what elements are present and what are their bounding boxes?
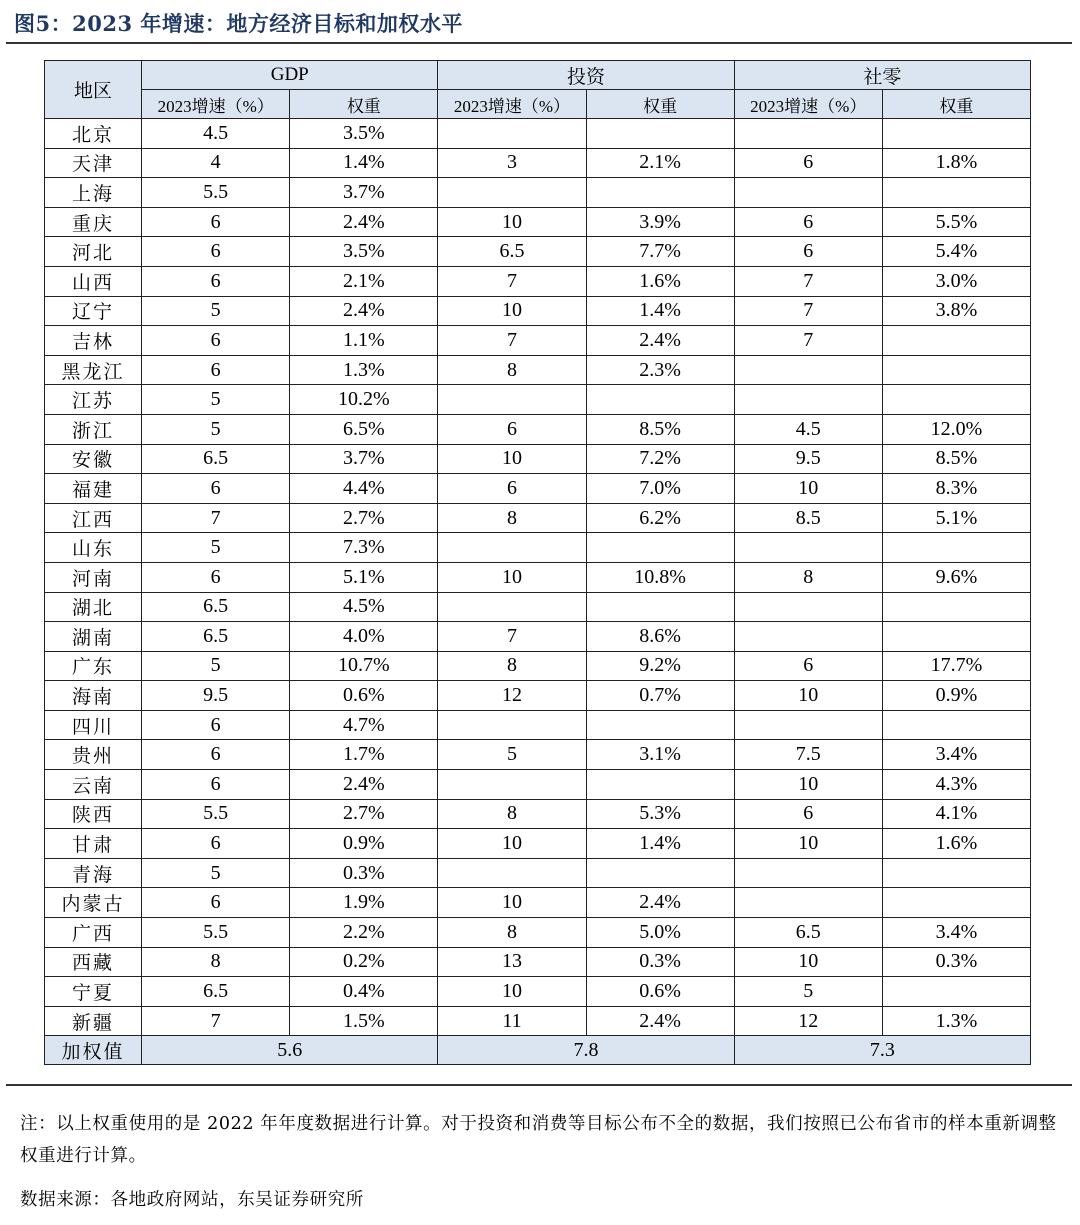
cell-gdp-growth: 6.5 xyxy=(142,977,290,1007)
cell-investment-weight: 5.3% xyxy=(586,799,734,829)
cell-investment-growth: 10 xyxy=(438,829,586,859)
cell-retail-growth: 5 xyxy=(734,977,882,1007)
table-row xyxy=(45,858,1031,888)
subheader-retail-weight: 权重 xyxy=(882,90,1030,119)
cell-retail-weight: 3.0% xyxy=(882,266,1030,296)
cell-investment-growth xyxy=(438,178,586,208)
cell-investment-growth: 8 xyxy=(438,651,586,681)
cell-gdp-weight: 3.5% xyxy=(290,237,438,267)
cell-region: 天津 xyxy=(45,148,142,178)
subheader-investment-weight: 权重 xyxy=(586,90,734,119)
cell-region: 江西 xyxy=(45,503,142,533)
cell-gdp-growth: 6 xyxy=(142,770,290,800)
cell-investment-growth: 5 xyxy=(438,740,586,770)
cell-retail-growth: 7 xyxy=(734,266,882,296)
cell-retail-growth: 12 xyxy=(734,1006,882,1036)
cell-investment-growth xyxy=(438,592,586,622)
growth-target-table xyxy=(44,60,1031,1065)
cell-retail-weight: 0.9% xyxy=(882,681,1030,711)
cell-investment-weight: 3.9% xyxy=(586,207,734,237)
cell-gdp-growth: 6.5 xyxy=(142,592,290,622)
cell-investment-growth: 3 xyxy=(438,148,586,178)
cell-retail-growth: 6 xyxy=(734,799,882,829)
table-row xyxy=(45,385,1031,415)
group-header-investment: 投资 xyxy=(438,61,734,90)
cell-region: 重庆 xyxy=(45,207,142,237)
cell-region: 上海 xyxy=(45,178,142,208)
cell-retail-weight: 1.8% xyxy=(882,148,1030,178)
cell-region: 新疆 xyxy=(45,1006,142,1036)
weighted-value-label: 加权值 xyxy=(45,1036,142,1065)
cell-investment-growth: 8 xyxy=(438,799,586,829)
cell-region: 黑龙江 xyxy=(45,355,142,385)
cell-region: 广西 xyxy=(45,918,142,948)
cell-region: 河北 xyxy=(45,237,142,267)
weighted-value-row xyxy=(45,1036,1031,1065)
cell-retail-weight: 4.1% xyxy=(882,799,1030,829)
cell-gdp-growth: 5 xyxy=(142,385,290,415)
cell-investment-weight: 2.4% xyxy=(586,326,734,356)
top-rule xyxy=(6,42,1072,44)
table-row xyxy=(45,178,1031,208)
cell-investment-growth: 6 xyxy=(438,414,586,444)
cell-investment-growth: 7 xyxy=(438,622,586,652)
cell-investment-weight: 8.5% xyxy=(586,414,734,444)
cell-retail-weight xyxy=(882,710,1030,740)
cell-region: 河南 xyxy=(45,562,142,592)
cell-gdp-weight: 2.4% xyxy=(290,296,438,326)
cell-investment-weight: 3.1% xyxy=(586,740,734,770)
cell-retail-weight: 9.6% xyxy=(882,562,1030,592)
cell-gdp-growth: 6 xyxy=(142,207,290,237)
cell-retail-growth: 6.5 xyxy=(734,918,882,948)
bottom-rule xyxy=(6,1084,1072,1086)
cell-investment-weight: 0.7% xyxy=(586,681,734,711)
cell-gdp-growth: 5 xyxy=(142,296,290,326)
cell-investment-growth: 10 xyxy=(438,888,586,918)
cell-gdp-weight: 1.5% xyxy=(290,1006,438,1036)
cell-region: 江苏 xyxy=(45,385,142,415)
cell-retail-weight: 17.7% xyxy=(882,651,1030,681)
cell-investment-weight xyxy=(586,710,734,740)
cell-retail-growth: 9.5 xyxy=(734,444,882,474)
cell-investment-growth: 10 xyxy=(438,444,586,474)
cell-retail-growth xyxy=(734,119,882,149)
cell-gdp-weight: 2.7% xyxy=(290,799,438,829)
cell-investment-weight: 2.4% xyxy=(586,1006,734,1036)
cell-retail-growth: 7 xyxy=(734,326,882,356)
cell-investment-weight: 7.7% xyxy=(586,237,734,267)
cell-gdp-weight: 4.0% xyxy=(290,622,438,652)
cell-gdp-weight: 2.7% xyxy=(290,503,438,533)
cell-gdp-growth: 8 xyxy=(142,947,290,977)
cell-retail-growth: 10 xyxy=(734,829,882,859)
cell-investment-growth xyxy=(438,770,586,800)
cell-gdp-growth: 6.5 xyxy=(142,622,290,652)
cell-retail-weight: 1.6% xyxy=(882,829,1030,859)
cell-retail-growth: 7 xyxy=(734,296,882,326)
cell-investment-growth: 8 xyxy=(438,355,586,385)
cell-region: 福建 xyxy=(45,474,142,504)
cell-gdp-growth: 6 xyxy=(142,266,290,296)
cell-gdp-weight: 0.4% xyxy=(290,977,438,1007)
cell-region: 浙江 xyxy=(45,414,142,444)
cell-region: 西藏 xyxy=(45,947,142,977)
cell-gdp-weight: 2.1% xyxy=(290,266,438,296)
table-row xyxy=(45,503,1031,533)
table-row xyxy=(45,977,1031,1007)
cell-gdp-weight: 7.3% xyxy=(290,533,438,563)
cell-retail-weight: 1.3% xyxy=(882,1006,1030,1036)
table-row xyxy=(45,770,1031,800)
cell-retail-growth xyxy=(734,178,882,208)
table-body xyxy=(45,119,1031,1036)
cell-investment-weight: 5.0% xyxy=(586,918,734,948)
cell-gdp-growth: 5 xyxy=(142,533,290,563)
cell-investment-weight: 1.4% xyxy=(586,296,734,326)
cell-region: 辽宁 xyxy=(45,296,142,326)
cell-investment-weight: 10.8% xyxy=(586,562,734,592)
cell-retail-growth: 10 xyxy=(734,947,882,977)
cell-gdp-weight: 2.2% xyxy=(290,918,438,948)
cell-retail-growth xyxy=(734,385,882,415)
cell-investment-growth: 10 xyxy=(438,207,586,237)
subheader-investment-growth: 2023增速（%） xyxy=(438,90,586,119)
cell-gdp-growth: 5 xyxy=(142,651,290,681)
cell-region: 安徽 xyxy=(45,444,142,474)
cell-investment-growth: 10 xyxy=(438,296,586,326)
cell-investment-growth: 6.5 xyxy=(438,237,586,267)
table-row xyxy=(45,918,1031,948)
cell-retail-weight: 5.5% xyxy=(882,207,1030,237)
cell-retail-weight xyxy=(882,888,1030,918)
cell-investment-weight: 9.2% xyxy=(586,651,734,681)
cell-region: 陕西 xyxy=(45,799,142,829)
table-row xyxy=(45,533,1031,563)
cell-region: 湖南 xyxy=(45,622,142,652)
cell-investment-growth: 8 xyxy=(438,503,586,533)
cell-gdp-growth: 7 xyxy=(142,1006,290,1036)
cell-investment-weight: 7.0% xyxy=(586,474,734,504)
cell-retail-weight: 8.5% xyxy=(882,444,1030,474)
cell-gdp-growth: 6.5 xyxy=(142,444,290,474)
group-header-retail: 社零 xyxy=(734,61,1030,90)
cell-gdp-weight: 4.5% xyxy=(290,592,438,622)
table-row xyxy=(45,681,1031,711)
cell-gdp-weight: 2.4% xyxy=(290,207,438,237)
cell-retail-weight: 5.4% xyxy=(882,237,1030,267)
cell-retail-weight: 12.0% xyxy=(882,414,1030,444)
table-row xyxy=(45,237,1031,267)
region-header: 地区 xyxy=(45,61,142,119)
cell-retail-weight: 4.3% xyxy=(882,770,1030,800)
subheader-gdp-growth: 2023增速（%） xyxy=(142,90,290,119)
cell-gdp-weight: 1.9% xyxy=(290,888,438,918)
cell-gdp-weight: 0.6% xyxy=(290,681,438,711)
cell-retail-growth: 10 xyxy=(734,770,882,800)
cell-investment-weight: 2.1% xyxy=(586,148,734,178)
cell-gdp-weight: 0.2% xyxy=(290,947,438,977)
table-row xyxy=(45,266,1031,296)
cell-retail-growth: 6 xyxy=(734,237,882,267)
cell-retail-weight xyxy=(882,977,1030,1007)
table-row xyxy=(45,474,1031,504)
weighted-value-investment: 7.8 xyxy=(438,1036,734,1065)
cell-retail-growth: 6 xyxy=(734,207,882,237)
cell-gdp-growth: 5.5 xyxy=(142,799,290,829)
cell-gdp-weight: 3.7% xyxy=(290,178,438,208)
cell-investment-growth xyxy=(438,385,586,415)
table-row xyxy=(45,148,1031,178)
cell-investment-growth: 12 xyxy=(438,681,586,711)
cell-region: 青海 xyxy=(45,858,142,888)
cell-investment-weight: 7.2% xyxy=(586,444,734,474)
cell-region: 内蒙古 xyxy=(45,888,142,918)
cell-gdp-growth: 5 xyxy=(142,414,290,444)
cell-retail-growth: 6 xyxy=(734,651,882,681)
cell-investment-weight: 8.6% xyxy=(586,622,734,652)
cell-investment-weight: 0.6% xyxy=(586,977,734,1007)
cell-gdp-weight: 1.7% xyxy=(290,740,438,770)
cell-retail-weight xyxy=(882,119,1030,149)
cell-retail-growth xyxy=(734,710,882,740)
cell-gdp-growth: 6 xyxy=(142,888,290,918)
cell-retail-growth xyxy=(734,355,882,385)
cell-region: 山东 xyxy=(45,533,142,563)
cell-retail-weight: 3.8% xyxy=(882,296,1030,326)
cell-gdp-weight: 3.5% xyxy=(290,119,438,149)
weighted-value-retail: 7.3 xyxy=(734,1036,1030,1065)
cell-gdp-weight: 1.1% xyxy=(290,326,438,356)
cell-investment-weight xyxy=(586,385,734,415)
cell-investment-weight: 2.3% xyxy=(586,355,734,385)
cell-gdp-weight: 0.3% xyxy=(290,858,438,888)
cell-retail-weight: 8.3% xyxy=(882,474,1030,504)
table-row xyxy=(45,622,1031,652)
cell-investment-growth: 11 xyxy=(438,1006,586,1036)
table-row xyxy=(45,799,1031,829)
table-row xyxy=(45,444,1031,474)
cell-investment-growth: 7 xyxy=(438,326,586,356)
table-row xyxy=(45,562,1031,592)
cell-retail-weight xyxy=(882,385,1030,415)
cell-retail-growth: 8.5 xyxy=(734,503,882,533)
cell-gdp-growth: 4 xyxy=(142,148,290,178)
cell-retail-growth: 10 xyxy=(734,474,882,504)
table-row xyxy=(45,355,1031,385)
cell-gdp-growth: 6 xyxy=(142,474,290,504)
cell-investment-weight xyxy=(586,119,734,149)
cell-gdp-growth: 6 xyxy=(142,237,290,267)
cell-retail-weight xyxy=(882,355,1030,385)
table-row xyxy=(45,296,1031,326)
cell-gdp-growth: 5 xyxy=(142,858,290,888)
cell-investment-growth xyxy=(438,119,586,149)
subheader-gdp-weight: 权重 xyxy=(290,90,438,119)
cell-retail-growth: 4.5 xyxy=(734,414,882,444)
cell-investment-weight xyxy=(586,533,734,563)
table-row xyxy=(45,1006,1031,1036)
cell-investment-weight: 6.2% xyxy=(586,503,734,533)
cell-gdp-growth: 6 xyxy=(142,710,290,740)
cell-gdp-growth: 5.5 xyxy=(142,178,290,208)
table-row xyxy=(45,710,1031,740)
cell-retail-growth xyxy=(734,858,882,888)
cell-retail-growth: 10 xyxy=(734,681,882,711)
cell-retail-weight xyxy=(882,622,1030,652)
cell-investment-growth: 8 xyxy=(438,918,586,948)
cell-investment-growth: 6 xyxy=(438,474,586,504)
table-row xyxy=(45,888,1031,918)
table-row xyxy=(45,414,1031,444)
cell-retail-growth: 8 xyxy=(734,562,882,592)
cell-retail-growth xyxy=(734,533,882,563)
cell-retail-growth xyxy=(734,888,882,918)
cell-investment-growth xyxy=(438,533,586,563)
cell-retail-weight xyxy=(882,858,1030,888)
cell-investment-weight xyxy=(586,592,734,622)
group-header-gdp: GDP xyxy=(142,61,438,90)
cell-investment-weight: 1.6% xyxy=(586,266,734,296)
cell-investment-weight: 1.4% xyxy=(586,829,734,859)
cell-gdp-weight: 4.4% xyxy=(290,474,438,504)
cell-gdp-weight: 4.7% xyxy=(290,710,438,740)
cell-region: 贵州 xyxy=(45,740,142,770)
cell-region: 山西 xyxy=(45,266,142,296)
cell-gdp-growth: 6 xyxy=(142,326,290,356)
table-row xyxy=(45,651,1031,681)
cell-retail-weight: 5.1% xyxy=(882,503,1030,533)
cell-gdp-weight: 1.4% xyxy=(290,148,438,178)
cell-retail-weight xyxy=(882,178,1030,208)
table-row xyxy=(45,947,1031,977)
cell-investment-weight xyxy=(586,858,734,888)
cell-gdp-weight: 1.3% xyxy=(290,355,438,385)
cell-gdp-weight: 2.4% xyxy=(290,770,438,800)
cell-gdp-weight: 3.7% xyxy=(290,444,438,474)
cell-investment-weight: 2.4% xyxy=(586,888,734,918)
footnote: 注：以上权重使用的是 2022 年年度数据进行计算。对于投资和消费等目标公布不全的数据，我们按照已公布省市的样本重新调整权重进行计算。 xyxy=(20,1114,1057,1166)
cell-investment-growth xyxy=(438,858,586,888)
cell-retail-growth: 6 xyxy=(734,148,882,178)
cell-gdp-weight: 0.9% xyxy=(290,829,438,859)
cell-gdp-growth: 9.5 xyxy=(142,681,290,711)
cell-gdp-growth: 7 xyxy=(142,503,290,533)
cell-gdp-growth: 6 xyxy=(142,829,290,859)
cell-investment-growth: 10 xyxy=(438,977,586,1007)
cell-retail-weight xyxy=(882,533,1030,563)
table-row xyxy=(45,119,1031,149)
cell-region: 海南 xyxy=(45,681,142,711)
cell-retail-growth: 7.5 xyxy=(734,740,882,770)
cell-retail-weight: 0.3% xyxy=(882,947,1030,977)
cell-region: 甘肃 xyxy=(45,829,142,859)
cell-investment-growth xyxy=(438,710,586,740)
table-row xyxy=(45,207,1031,237)
cell-gdp-weight: 5.1% xyxy=(290,562,438,592)
cell-investment-weight: 0.3% xyxy=(586,947,734,977)
weighted-value-gdp: 5.6 xyxy=(142,1036,438,1065)
cell-gdp-growth: 4.5 xyxy=(142,119,290,149)
cell-region: 宁夏 xyxy=(45,977,142,1007)
cell-region: 广东 xyxy=(45,651,142,681)
cell-retail-growth xyxy=(734,622,882,652)
figure-title: 图5：2023 年增速：地方经济目标和加权水平 xyxy=(14,11,463,36)
cell-retail-weight xyxy=(882,326,1030,356)
cell-gdp-growth: 6 xyxy=(142,355,290,385)
cell-retail-growth xyxy=(734,592,882,622)
cell-region: 四川 xyxy=(45,710,142,740)
cell-gdp-weight: 10.2% xyxy=(290,385,438,415)
cell-region: 湖北 xyxy=(45,592,142,622)
cell-retail-weight: 3.4% xyxy=(882,918,1030,948)
cell-region: 吉林 xyxy=(45,326,142,356)
cell-gdp-growth: 5.5 xyxy=(142,918,290,948)
cell-retail-weight: 3.4% xyxy=(882,740,1030,770)
subheader-retail-growth: 2023增速（%） xyxy=(734,90,882,119)
cell-region: 北京 xyxy=(45,119,142,149)
cell-region: 云南 xyxy=(45,770,142,800)
data-source: 数据来源：各地政府网站，东吴证券研究所 xyxy=(20,1190,364,1210)
cell-investment-growth: 10 xyxy=(438,562,586,592)
table-row xyxy=(45,740,1031,770)
cell-gdp-weight: 6.5% xyxy=(290,414,438,444)
cell-investment-weight xyxy=(586,178,734,208)
cell-gdp-growth: 6 xyxy=(142,740,290,770)
table-row xyxy=(45,326,1031,356)
table-row xyxy=(45,592,1031,622)
cell-gdp-weight: 10.7% xyxy=(290,651,438,681)
cell-investment-growth: 7 xyxy=(438,266,586,296)
cell-investment-weight xyxy=(586,770,734,800)
cell-retail-weight xyxy=(882,592,1030,622)
cell-gdp-growth: 6 xyxy=(142,562,290,592)
cell-investment-growth: 13 xyxy=(438,947,586,977)
table-row xyxy=(45,829,1031,859)
